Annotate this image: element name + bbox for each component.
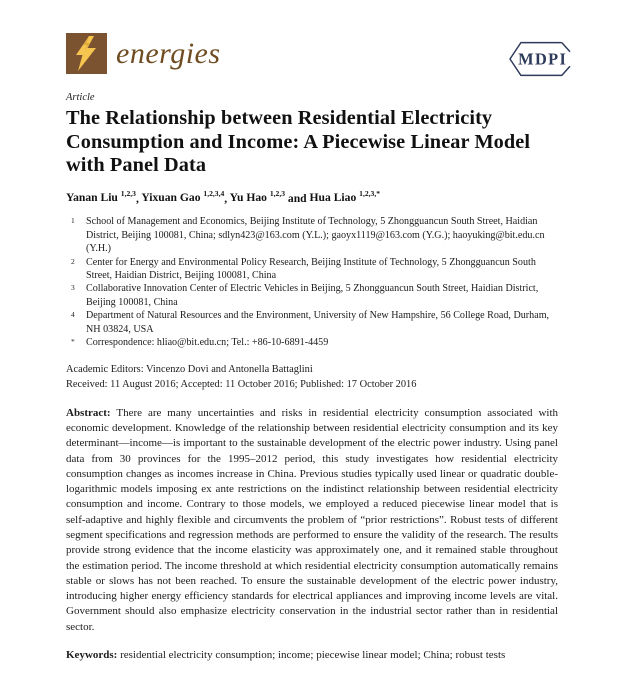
energies-journal-logo xyxy=(66,33,221,74)
affiliation-row xyxy=(71,336,558,349)
affiliation-row xyxy=(71,256,558,283)
academic-editors-line: Academic Editors: Vincenzo Dovì and Antonella Battaglini xyxy=(66,364,313,376)
affiliations-list xyxy=(66,215,558,349)
affiliation-text: Collaborative Innovation Center of Electric Vehicles in Beijing, 5 Zhongguancun South Street, Haidian District, Beijing 100081, China xyxy=(86,283,539,308)
editors-block xyxy=(66,363,558,392)
author: Yu Hao $^{1,2,3}$ xyxy=(229,188,286,205)
affiliation-marker: 1 xyxy=(71,216,75,226)
author-affiliation-superscript: 1,2,3 xyxy=(269,188,286,198)
affiliation-marker: 2 xyxy=(71,256,75,266)
authors-line: Yanan Liu $^{1,2,3}$, Yixuan Gao $^{1,2,3,4}$, Yu Hao $^{1,2,3}$ and Hua Liao $^{1,2,3,*}$ xyxy=(66,188,381,205)
author-affiliation-superscript: 1,2,3,* xyxy=(359,188,381,198)
author: Hua Liao $^{1,2,3,*}$ xyxy=(309,188,381,205)
affiliation-text: Correspondence: hliao@bit.edu.cn; Tel.: +86-10-6891-4459 xyxy=(86,337,329,349)
journal-name: energies xyxy=(116,37,221,70)
affiliation-row xyxy=(71,215,558,255)
article-type-label: Article xyxy=(66,92,95,103)
author: Yanan Liu $^{1,2,3}$ xyxy=(66,188,136,205)
abstract-text: There are many uncertainties and risks in residential electricity consumption associated with economic development. Knowledge of the relationship between residential electricity consumption and its key determinant—income—is important to the sustainable development of the electric power industry. Using panel data from 30 provinces for the 1995–2012 period, this study investigates how residential electricity consumption changes as incomes increase in China. Previous studies typically used linear or quadratic double-logarithmic models imposing ex ante restrictions on the indistinct relationship between residential electricity consumption and income. Contrary to those models, we employed a reduced piecewise linear model that is self-adaptive and highly flexible and circumvents the problem of “prior restrictions”. Robust tests of different segment specifications and regression methods are performed to ensure the validity of the research. The results provide strong evidence that the income elasticity was approximately one, and it remained stable throughout the estimation period. The income threshold at which residential electricity consumption automatically remains stable or slows has not been reached. To ensure the sustainable development of the electric power industry, introducing higher energy efficiency standards for electrical appliances and improving income levels are vital. Government should also emphasize electricity conservation in the industrial sector rather than in residential sector. xyxy=(66,406,558,633)
affiliation-row xyxy=(71,309,558,336)
page-title: The Relationship between Residential Electricity Consumption and Income: A Piecewise Linear Model with Panel Data xyxy=(66,107,531,176)
abstract-paragraph xyxy=(66,406,558,635)
author: Yixuan Gao $^{1,2,3,4}$ xyxy=(141,188,225,205)
journal-header xyxy=(66,33,568,75)
keywords-text: residential electricity consumption; income; piecewise linear model; China; robust tests xyxy=(120,649,506,662)
affiliation-marker: 4 xyxy=(71,310,75,320)
abstract-label: Abstract: xyxy=(66,406,111,419)
author-affiliation-superscript: 1,2,3,4 xyxy=(203,188,225,198)
affiliation-marker: 3 xyxy=(71,283,75,293)
affiliation-text: Center for Energy and Environmental Policy Research, Beijing Institute of Technology, 5 Zhongguancun South Street, Haidian District, Beijing 100081, China xyxy=(86,256,536,281)
mdpi-hexagon-logo xyxy=(505,39,575,79)
affiliation-row xyxy=(71,282,558,309)
keywords-label: Keywords: xyxy=(66,649,118,662)
affiliation-text: School of Management and Economics, Beijing Institute of Technology, 5 Zhongguancun South Street, Haidian District, Beijing 100081, China; sdlyn423@163.com (Y.L.); gaoyx1119@163.com (Y.G.); haoyuking@bit.edu.cn (Y.H.) xyxy=(86,216,545,255)
affiliation-marker: * xyxy=(71,337,75,347)
affiliation-text: Department of Natural Resources and the Environment, University of New Hampshire, 56 College Road, Durham, NH 03824, USA xyxy=(86,310,550,335)
author-affiliation-superscript: 1,2,3 xyxy=(120,188,136,198)
mdpi-logo-text: MDPI xyxy=(518,49,568,69)
lightning-bolt-icon xyxy=(66,33,107,74)
dates-line: Received: 11 August 2016; Accepted: 11 October 2016; Published: 17 October 2016 xyxy=(66,379,417,391)
keywords-paragraph xyxy=(66,648,558,663)
